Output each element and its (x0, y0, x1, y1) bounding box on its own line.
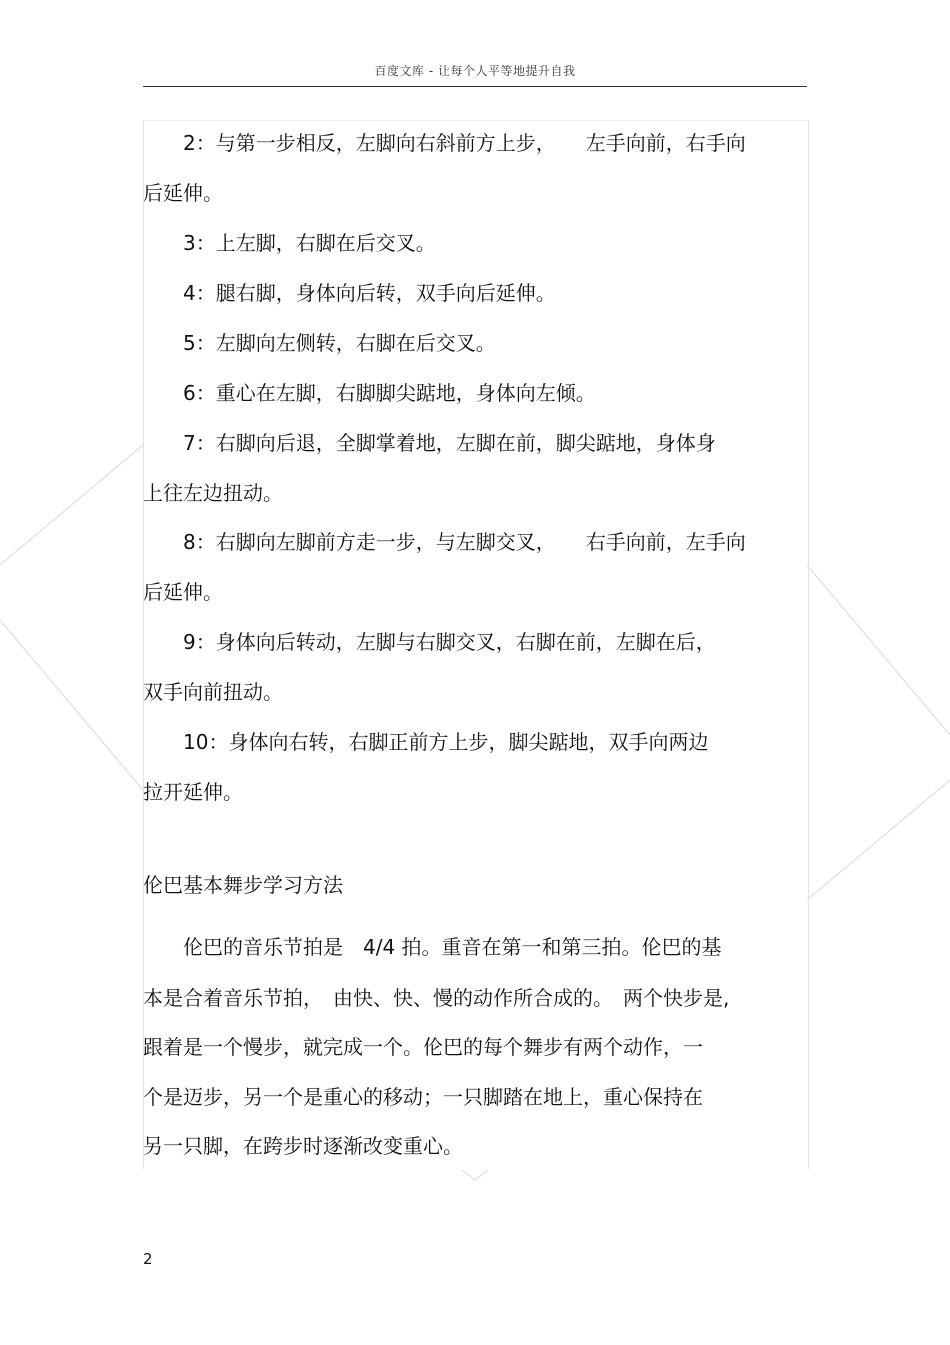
paragraph-line: 7：右脚向后退，全脚掌着地，左脚在前，脚尖踮地，身体身 (143, 431, 716, 455)
paragraph-line: 个是迈步，另一个是重心的移动；一只脚踏在地上，重心保持在 (143, 1085, 703, 1109)
paragraph-line: 2：与第一步相反，左脚向右斜前方上步， 左手向前，右手向 (143, 131, 746, 155)
paragraph-line: 9：身体向后转动，左脚与右脚交叉，右脚在前，左脚在后， (143, 630, 716, 654)
paragraph-line: 本是合着音乐节拍， 由快、快、慢的动作所合成的。 两个快步是, (143, 986, 730, 1010)
header-divider (143, 86, 807, 87)
paragraph-line: 伦巴的音乐节拍是 4/4 拍。重音在第一和第三拍。伦巴的基 (143, 935, 722, 959)
paragraph-line: 拉开延伸。 (143, 780, 243, 804)
paragraph-line: 3：上左脚，右脚在后交叉。 (143, 231, 436, 255)
paragraph-line: 后延伸。 (143, 580, 223, 604)
paragraph-line: 8：右脚向左脚前方走一步，与左脚交叉， 右手向前，左手向 (143, 530, 746, 554)
page-number: 2 (143, 1250, 153, 1268)
paragraph-line: 跟着是一个慢步，就完成一个。伦巴的每个舞步有两个动作，一 (143, 1035, 703, 1059)
paragraph-line: 5：左脚向左侧转，右脚在后交叉。 (143, 331, 496, 355)
paragraph-line: 上往左边扭动。 (143, 481, 283, 505)
paragraph-line: 6：重心在左脚，右脚脚尖踮地，身体向左倾。 (143, 381, 596, 405)
paragraph-line: 4：腿右脚，身体向后转，双手向后延伸。 (143, 281, 556, 305)
paragraph-line: 后延伸。 (143, 181, 223, 205)
page-header: 百度文库 - 让每个人平等地提升自我 (374, 64, 576, 78)
paragraph-line: 10：身体向右转，右脚正前方上步，脚尖踮地，双手向两边 (143, 730, 709, 754)
paragraph-line: 另一只脚，在跨步时逐渐改变重心。 (143, 1134, 463, 1158)
paragraph-line: 双手向前扭动。 (143, 680, 283, 704)
section-heading: 伦巴基本舞步学习方法 (143, 873, 343, 897)
